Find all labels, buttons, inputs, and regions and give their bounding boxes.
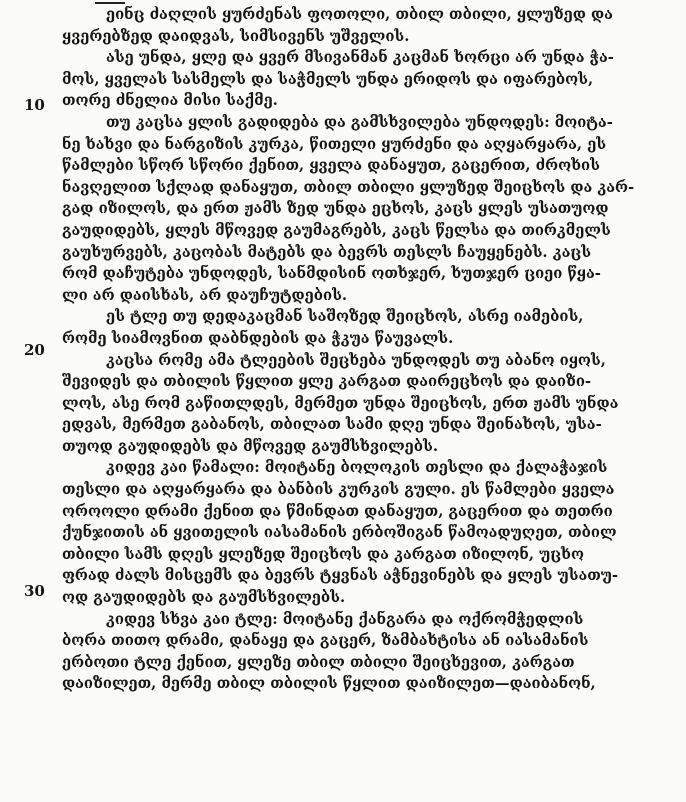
text-line: ასე უნდა, ყლე და ყვერ მსივანმან კაცმან ხორცი არ უნდა ჭა- — [106, 49, 614, 67]
text-line: ნავღელით სქლად დანაყუთ, თბილ თბილი ყლუზედ შეიცხოს და კარ- — [62, 178, 635, 196]
text-line: შევიდეს და თბილის წყლით ყლე კარგათ დაირეცხოს და დაიზი- — [62, 373, 592, 391]
text-line: მოს, ყველას სასმელს და საჭმელს უნდა ერიდოს და იფარებოს, — [62, 70, 594, 88]
text-line: თესლი და აღყარყარა და ბანბის კურკის გული. ეს წამლები ყველა — [62, 481, 615, 499]
text-line: ოდ გაუდიდებს და გაუმსხვილებს. — [62, 589, 346, 607]
text-line: ბორა თითო დრამი, დანაყე და გაცერ, ზამბახტისა ან იასამანის — [62, 632, 589, 650]
line-number-30: 30 — [24, 582, 45, 600]
text-line: ფრად ძალს მისცემს და ბევრს ტყვნას აჭნევინებს და ყლეს უსათუ- — [62, 567, 619, 585]
text-line: თბილი სამს დღეს ყლეზედ შეიცხოს და კარგათ იზილონ, უცხო — [62, 545, 584, 563]
line-number-20: 20 — [24, 341, 45, 359]
text-line: ლოს, ასე რომ გაწითლდეს, მერმეთ უნდა შეიცხოს, ერთ ჟამს უნდა — [62, 394, 619, 412]
text-line: თუოდ გაუდიდებს და მწოვედ გაუმსხვილებს. — [62, 437, 439, 455]
text-line: კიდევ კაი წამალი: მოიტანე ბოლოკის თესლი და ქალაჭაჯის — [106, 459, 608, 477]
text-column — [62, 4, 674, 695]
text-line: კაცსა რომე ამა ტლეების შეცხება უნდოდეს თუ აბანო იყოს, — [106, 351, 606, 369]
text-line: დაიზილეთ, მერმე თბილ თბილის წყლით დაიზილეთ—დაიბანონ, — [62, 675, 596, 693]
text-line: ედვას, მერმეთ გაბანოს, თბილათ სამი დღე უნდა შეინახოს, უსა- — [62, 416, 602, 434]
text-line: გაუხურვებს, კაცობას მატებს და ბევრს თესლს ჩაუყენებს. კაცს — [62, 243, 592, 261]
text-line: კიდევ სხვა კაი ტლე: მოიტანე ქანგარა და ოქრომჭედლის — [106, 610, 584, 628]
text-line: თორე ძნელია მისი საქმე. — [62, 92, 278, 110]
text-line: ლი არ დაისხას, არ დაუჩუტდების. — [62, 286, 348, 304]
text-line: რომ დაჩუტება უნდოდეს, სანმდისინ ოთხჯერ, ხუთჯერ ციეი წყა- — [62, 265, 601, 283]
text-line: გაუდიდებს, ყლეს მწოვედ გაუმაგრებს, კაცს წელსა და თირკმელს — [62, 221, 611, 239]
text-line: ნე ხახვი და ნარგიზის კურკა, წითელი ყურძენი და აღყარყარა, ეს — [62, 135, 607, 153]
text-line: ოროოლი დრამი ქენით და წმინდათ დანაყუთ, გაცერით და თეთრი — [62, 502, 613, 520]
text-line: ერბოთი ტლე ქენით, ყლეზე თბილ თბილი შეიცხევით, კარგათ — [62, 653, 575, 671]
text-line: ყვერებზედ დაიდვას, სიმსივენს უშველის. — [62, 27, 410, 45]
text-line: ეს ტლე თუ დედაკაცმან საშოზედ შეიცხოს, ასრე იამების, — [106, 308, 584, 326]
text-line: რომე სიამოვნით დაბნდების და ჭკუა წაუვალს. — [62, 329, 454, 347]
text-line: ეინც ძაღლის ყურძენას ფოთოლი, თბილ თბილი, ყლუზედ და — [106, 6, 613, 23]
text-line: წამლები სწორ სწორი ქენით, ყველა დანაყუთ, გაცერით, ძროხის — [62, 157, 600, 175]
text-line: თუ კაცსა ყლის გადიდება და გამსხვილება უნდოდეს: მოიტა- — [106, 113, 613, 131]
line-number-10: 10 — [24, 96, 45, 114]
text-line: ქუნჯითის ან ყვითელის იასამანის ერბოშიგან წამოადუღეთ, თბილ — [62, 524, 617, 542]
text-line: გად იზილოს, და ერთ ჟამს ზედ უნდა ეცხოს, კაცს ყლეს უსათუოდ — [62, 200, 609, 218]
